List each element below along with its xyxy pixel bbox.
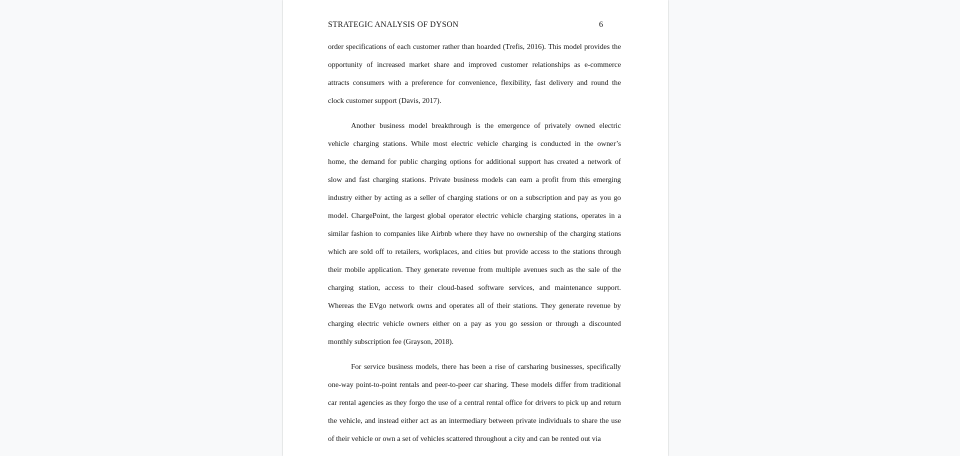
text-line: charging electric vehicle owners either on a pay as you go session or through a discounted: [328, 319, 621, 328]
page-number: 6: [599, 20, 603, 29]
text-line: industry either by acting as a seller of charging stations or on a subscription and pay as you go: [328, 193, 621, 202]
text-line: of their vehicle or own a set of vehicles scattered throughout a city and can be rented out via: [328, 434, 601, 443]
text-line: slow and fast charging stations. Private business models can earn a profit from this emerging: [328, 175, 621, 184]
text-line: order specifications of each customer rather than hoarded (Trefis, 2016). This model provides the: [328, 42, 621, 51]
text-line: charging station, access to their cloud-based software services, and maintenance support.: [328, 283, 621, 292]
text-line: Another business model breakthrough is the emergence of privately owned electric: [351, 121, 621, 130]
text-line: one-way point-to-point rentals and peer-to-peer car sharing. These models differ from traditional: [328, 380, 621, 389]
text-line: car rental agencies as they forgo the use of a central rental office for drivers to pick up and return: [328, 398, 621, 407]
document-page: [283, 0, 668, 456]
text-line: which are sold off to retailers, workplaces, and cities but provide access to the stations through: [328, 247, 621, 256]
text-line: Whereas the EVgo network owns and operates all of their stations. They generate revenue by: [328, 301, 621, 310]
running-header: [328, 20, 603, 32]
text-line: their mobile application. They generate revenue from multiple avenues such as the sale of the: [328, 265, 621, 274]
text-line: vehicle charging stations. While most electric vehicle charging is conducted in the owner’s: [328, 139, 621, 148]
text-line: the vehicle, and instead either act as an intermediary between private individuals to share the use: [328, 416, 621, 425]
text-line: home, the demand for public charging options for additional support has created a network of: [328, 157, 621, 166]
paragraph: [328, 358, 621, 448]
document-body: [328, 38, 621, 448]
paragraph: [328, 38, 621, 110]
text-line: opportunity of increased market share and improved customer relationships as e-commerce: [328, 60, 621, 69]
running-title: STRATEGIC ANALYSIS OF DYSON: [328, 20, 459, 29]
text-line: monthly subscription fee (Grayson, 2018).: [328, 337, 454, 346]
text-line: For service business models, there has been a rise of carsharing businesses, specifically: [351, 362, 621, 371]
text-line: model. ChargePoint, the largest global operator electric vehicle charging stations, operates in a: [328, 211, 621, 220]
paragraph: [328, 117, 621, 351]
text-line: attracts consumers with a preference for convenience, flexibility, fast delivery and round the: [328, 78, 621, 87]
text-line: clock customer support (Davis, 2017).: [328, 96, 442, 105]
text-line: similar fashion to companies like Airbnb where they have no ownership of the charging stations: [328, 229, 621, 238]
